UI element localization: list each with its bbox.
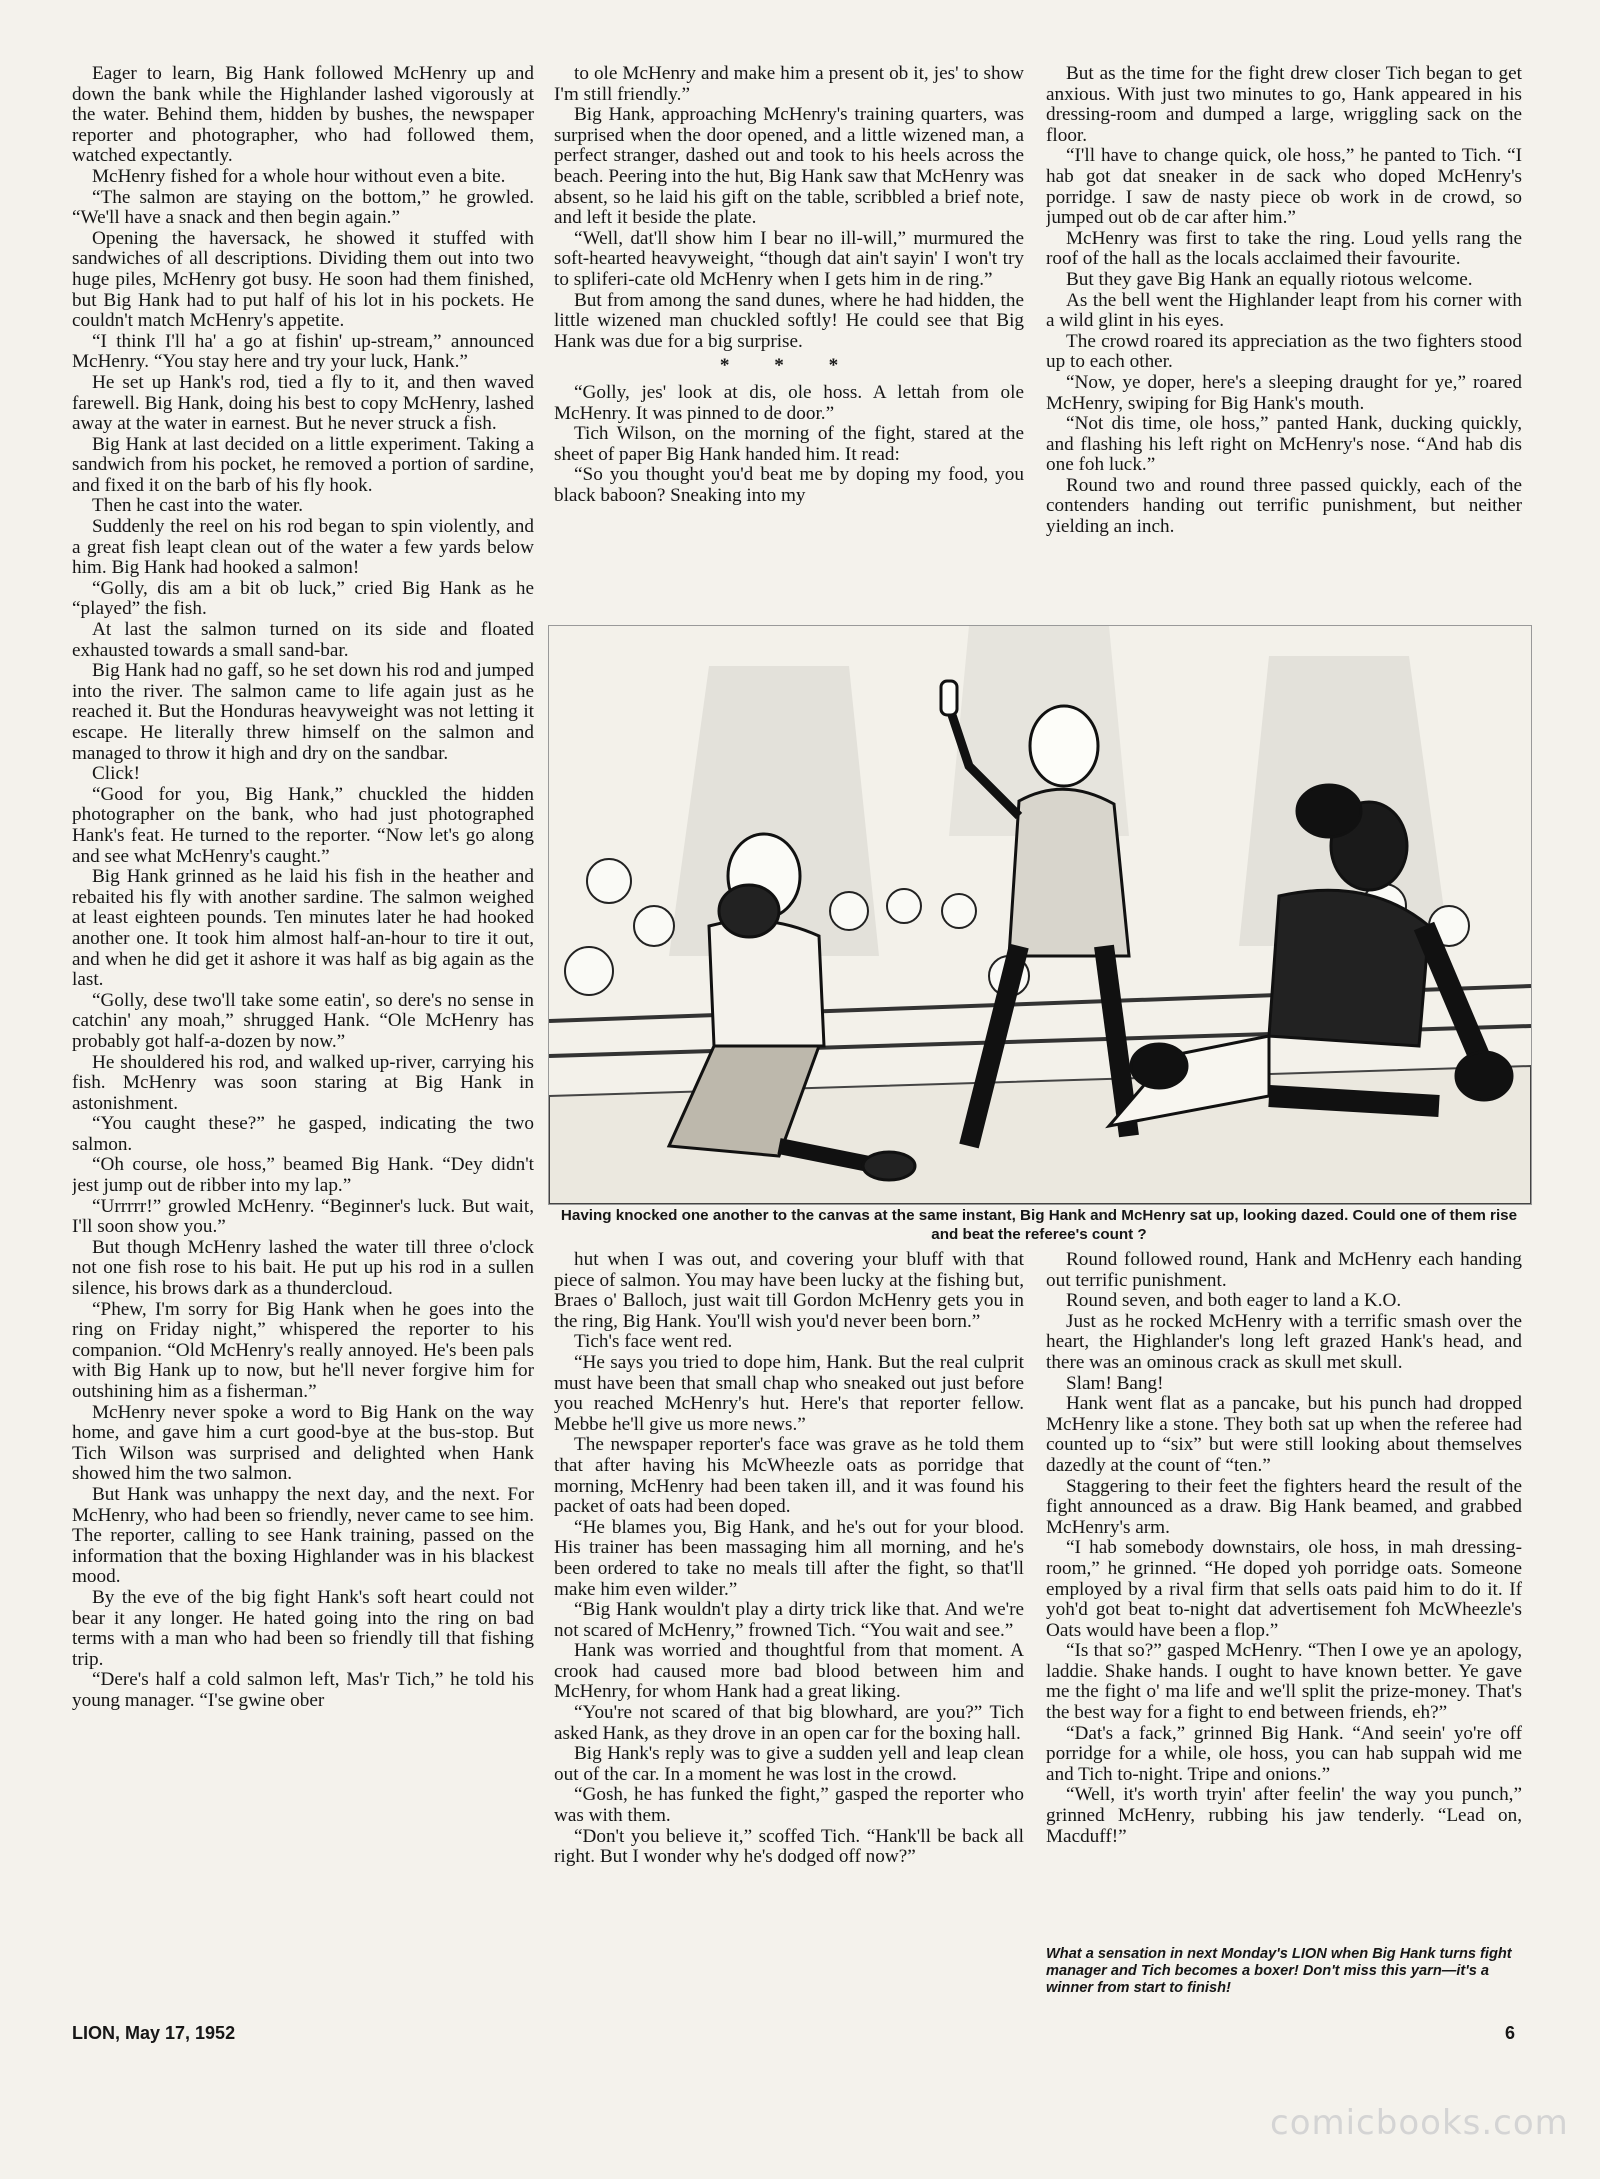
paragraph: “Don't you believe it,” scoffed Tich. “Hank'll be back all right. But I wonder why he's dodged off now?”	[554, 1825, 1024, 1868]
paragraph: McHenry never spoke a word to Big Hank on the way home, and gave him a curt good-bye at the bus-stop. But Tich Wilson was surprised and delighted when Hank showed him the two salmon.	[72, 1401, 534, 1485]
page-number: 6	[1505, 2023, 1516, 2043]
paragraph: As the bell went the Highlander leapt from his corner with a wild glint in his eyes.	[1046, 289, 1522, 332]
paragraph: Then he cast into the water.	[92, 495, 303, 517]
paragraph: Suddenly the reel on his rod began to spin violently, and a great fish leapt clean out of the water a few yards below him. Big Hank had hooked a salmon!	[72, 516, 534, 579]
paragraph: He set up Hank's rod, tied a fly to it, and then waved farewell. Big Hank, doing his best to copy McHenry, lashed away at the water in earnest. But he never struck a fish.	[72, 371, 534, 435]
paragraph: Slam! Bang!	[1066, 1372, 1164, 1394]
paragraph: “Dere's half a cold salmon left, Mas'r Tich,” he told his young manager. “I'se gwine ober	[72, 1669, 534, 1711]
paragraph: But as the time for the fight drew closer Tich began to get anxious. With just two minutes to go, Hank appeared in his dressing-room and dumped a large, wriggling sack on the floor.	[1046, 64, 1522, 146]
paragraph: “Gosh, he has funked the fight,” gasped the reporter who was with them.	[554, 1784, 1024, 1827]
paragraph: “Well, it's worth tryin' after feelin' the way you punch,” grinned McHenry, rubbing his jaw tenderly. “Lead on, Macduff!”	[1046, 1784, 1522, 1847]
paragraph: Big Hank had no gaff, so he set down his rod and jumped into the river. The salmon came to life again just as he reached it. But the Honduras heavyweight was not letting it escape. He literally threw himself on the salmon and managed to throw it high and dry on the sandbar.	[72, 660, 534, 764]
paragraph: Opening the haversack, he showed it stuffed with sandwiches of all descriptions. Dividing them out into two huge piles, McHenry got busy. He soon had them finished, but Big Hank had to put half of his lot in his pockets. He couldn't match McHenry's appetite.	[72, 227, 534, 332]
paragraph: McHenry fished for a whole hour without even a bite.	[92, 165, 506, 187]
text-column-middle-bottom	[554, 1250, 1024, 2005]
paragraph: hut when I was out, and covering your bluff with that piece of salmon. You may have been lucky at the fishing but, Braes o' Balloch, just wait till Gordon McHenry gets you in the ring, Big Hank. You'll wish you'd never been born.”	[554, 1250, 1024, 1332]
paragraph: Tich's face went red.	[574, 1331, 733, 1353]
paragraph: The newspaper reporter's face was grave as he told them that after having his McWheezle oats as porridge that morning, McHenry had been taken ill, and it was found his packet of oats had been doped.	[554, 1434, 1024, 1518]
paragraph: “Is that so?” gasped McHenry. “Then I owe ye an apology, laddie. Shake hands. I ought to have known better. Ye gave me the fight o' ma life and we'll split the prize-money. That's the best way for a fight to end between friends, eh?”	[1046, 1640, 1522, 1724]
paragraph: “Good for you, Big Hank,” chuckled the hidden photographer on the bank, who had just photographed Hank's feat. He turned to the reporter. “Now let's go along and see what McHenry's caught.”	[72, 783, 534, 867]
paragraph: “Well, dat'll show him I bear no ill-will,” murmured the soft-hearted heavyweight, “though dat ain't sayin' I won't try to spliferi-cate old McHenry when I gets him in de ring.”	[554, 227, 1024, 290]
paragraph: “The salmon are staying on the bottom,” he growled. “We'll have a snack and then begin again.”	[72, 186, 534, 229]
paragraph: “I think I'll ha' a go at fishin' up-stream,” announced McHenry. “You stay here and try your luck, Hank.”	[72, 330, 534, 373]
paragraph: McHenry was first to take the ring. Loud yells rang the roof of the hall as the locals acclaimed their favourite.	[1046, 227, 1522, 270]
footer-issue-date: LION, May 17, 1952	[72, 2023, 236, 2043]
paragraph: “Golly, dese two'll take some eatin', so dere's no sense in catchin' any moah,” shrugged Hank. “Ole McHenry has probably got half-a-dozen by now.”	[72, 989, 534, 1052]
boxing-ring-illustration	[548, 625, 1532, 1205]
paragraph: Staggering to their feet the fighters heard the result of the fight announced as a draw. Big Hank beamed, and grabbed McHenry's arm.	[1046, 1475, 1522, 1538]
paragraph: to ole McHenry and make him a present ob it, jes' to show I'm still friendly.”	[554, 64, 1024, 105]
paragraph: Tich Wilson, on the morning of the fight, stared at the sheet of paper Big Hank handed him. It read:	[554, 423, 1024, 465]
paragraph: Round seven, and both eager to land a K.O.	[1066, 1290, 1402, 1312]
text-column-left	[72, 64, 534, 2004]
paragraph: But from among the sand dunes, where he had hidden, the little wizened man chuckled softly! He could see that Big Hank was due for a big surprise.	[554, 289, 1024, 352]
paragraph: “Golly, jes' look at dis, ole hoss. A lettah from ole McHenry. It was pinned to de door.”	[554, 381, 1024, 424]
paragraph: “I'll have to change quick, ole hoss,” he panted to Tich. “I hab got dat sneaker in de sack who doped McHenry's porridge. I saw de nasty piece ob work in de crowd, so jumped out ob de car after him.”	[1046, 145, 1522, 229]
paragraph: “Urrrrr!” growled McHenry. “Beginner's luck. But wait, I'll soon show you.”	[72, 1195, 534, 1238]
paragraph: By the eve of the big fight Hank's soft heart could not bear it any longer. He hated going into the ring on bad terms with a man who had been so friendly till that fishing trip.	[72, 1586, 534, 1670]
text-column-right-top	[1046, 64, 1522, 616]
next-issue-teaser: What a sensation in next Monday's LION when Big Hank turns fight manager and Tich becomes a boxer! Don't miss this yarn—it's a winner from start to finish!	[1046, 1946, 1512, 1996]
paragraph: The crowd roared its appreciation as the two fighters stood up to each other.	[1046, 330, 1522, 373]
paragraph: “Now, ye doper, here's a sleeping draught for ye,” roared McHenry, swiping for Big Hank's mouth.	[1046, 371, 1522, 414]
paragraph: Round two and round three passed quickly, each of the contenders handing out terrific punishment, but neither yielding an inch.	[1046, 474, 1522, 538]
text-column-right-bottom	[1046, 1250, 1522, 1950]
illustration-caption: Having knocked one another to the canvas at the same instant, Big Hank and McHenry sat up, looking dazed. Could one of them rise and beat the referee's count ?	[560, 1207, 1518, 1243]
paragraph: Big Hank at last decided on a little experiment. Taking a sandwich from his pocket, he removed a portion of sardine, and fixed it on the barb of his fly hook.	[72, 433, 534, 496]
paragraph: “You caught these?” he gasped, indicating the two salmon.	[72, 1113, 534, 1155]
paragraph: “You're not scared of that big blowhard, are you?” Tich asked Hank, as they drove in an open car for the boxing hall.	[554, 1702, 1024, 1744]
paragraph: Round followed round, Hank and McHenry each handing out terrific punishment.	[1046, 1250, 1522, 1291]
paragraph: Big Hank grinned as he laid his fish in the heather and rebaited his fly with another sardine. The salmon weighed at least eighteen pounds. Ten minutes later he had hooked another one. It took him almost half-an-hour to tire it out, and when he did get it ashore it was half as big again as the last.	[72, 866, 534, 991]
text-column-middle-top	[554, 64, 1024, 616]
paragraph: At last the salmon turned on its side and floated exhausted towards a small sand-bar.	[72, 619, 534, 661]
paragraph: But though McHenry lashed the water till three o'clock not one fish rose to his bait. He put up his rod in a sullen silence, his brows dark as a thundercloud.	[72, 1236, 534, 1300]
paragraph: “So you thought you'd beat me by doping my food, you black baboon? Sneaking into my	[554, 464, 1024, 506]
paragraph: “Golly, dis am a bit ob luck,” cried Big Hank as he “played” the fish.	[72, 577, 534, 620]
paragraph: Big Hank's reply was to give a sudden yell and leap clean out of the car. In a moment he was lost in the crowd.	[554, 1743, 1024, 1785]
paragraph: Just as he rocked McHenry with a terrific smash over the heart, the Highlander's long left grazed Hank's head, and there was an ominous crack as skull met skull.	[1046, 1310, 1522, 1373]
section-separator: * * *	[719, 355, 859, 377]
paragraph: “Not dis time, ole hoss,” panted Hank, ducking quickly, and flashing his left right on McHenry's nose. “And hab dis one foh luck.”	[1046, 413, 1522, 476]
paragraph: “Big Hank wouldn't play a dirty trick like that. And we're not scared of McHenry,” frowned Tich. “You wait and see.”	[554, 1599, 1024, 1641]
paragraph: “I hab somebody downstairs, ole hoss, in mah dressing-room,” he grinned. “He doped yoh porridge oats. Someone employed by a rival firm that sells oats paid him to do it. If yoh'd got beat to-night dat advertisement foh McWheezle's Oats would have been a flop.”	[1046, 1537, 1522, 1641]
paragraph: “Phew, I'm sorry for Big Hank when he goes into the ring on Friday night,” whispered the reporter to his companion. “Old McHenry's really annoyed. He's been pals with Big Hank up to now, but he'll never forgive him for outshining him as a fisherman.”	[72, 1298, 534, 1402]
paragraph: “He blames you, Big Hank, and he's out for your blood. His trainer has been massaging him all morning, and he's been ordered to take no meals till after the fight, so that'll make him even wilder.”	[554, 1516, 1024, 1600]
paragraph: “Dat's a fack,” grinned Big Hank. “And seein' yo're off porridge for a while, ole hoss, you can hab suppah wid me and Tich to-night. Tripe and onions.”	[1046, 1722, 1522, 1785]
paragraph: “Oh course, ole hoss,” beamed Big Hank. “Dey didn't jest jump out de ribber into my lap.”	[72, 1154, 534, 1197]
paragraph: But they gave Big Hank an equally riotous welcome.	[1066, 268, 1473, 290]
paragraph: Hank was worried and thoughtful from that moment. A crook had caused more bad blood between him and McHenry, for whom Hank had a great liking.	[554, 1640, 1024, 1703]
paragraph: Big Hank, approaching McHenry's training quarters, was surprised when the door opened, and a little wizened man, a perfect stranger, dashed out and took to his heels across the beach. Peering into the hut, Big Hank saw that McHenry was absent, so he laid his gift on the table, scribbled a brief note, and left it beside the plate.	[554, 104, 1024, 229]
paragraph: He shouldered his rod, and walked up-river, carrying his fish. McHenry was soon staring at Big Hank in astonishment.	[72, 1051, 534, 1114]
paragraph: “He says you tried to dope him, Hank. But the real culprit must have been that small chap who sneaked out just before you reached McHenry's hut. Here's that reporter fellow. Mebbe he'll give us more news.”	[554, 1351, 1024, 1435]
watermark: comicbooks.com	[1270, 2103, 1569, 2143]
paragraph: Click!	[92, 763, 140, 785]
paragraph: Hank went flat as a pancake, but his punch had dropped McHenry like a stone. They both sat up when the referee had counted up to “six” but were still looking about themselves dazedly at the count of “ten.”	[1046, 1393, 1522, 1476]
paragraph: But Hank was unhappy the next day, and the next. For McHenry, who had been so friendly, never came to see him. The reporter, calling to see Hank training, passed on the information that the boxing Highlander was in his blackest mood.	[72, 1483, 534, 1588]
paragraph: Eager to learn, Big Hank followed McHenry up and down the bank while the Highlander lashed vigorously at the water. Behind them, hidden by bushes, the newspaper reporter and photographer, who had followed them, watched expectantly.	[72, 64, 534, 167]
